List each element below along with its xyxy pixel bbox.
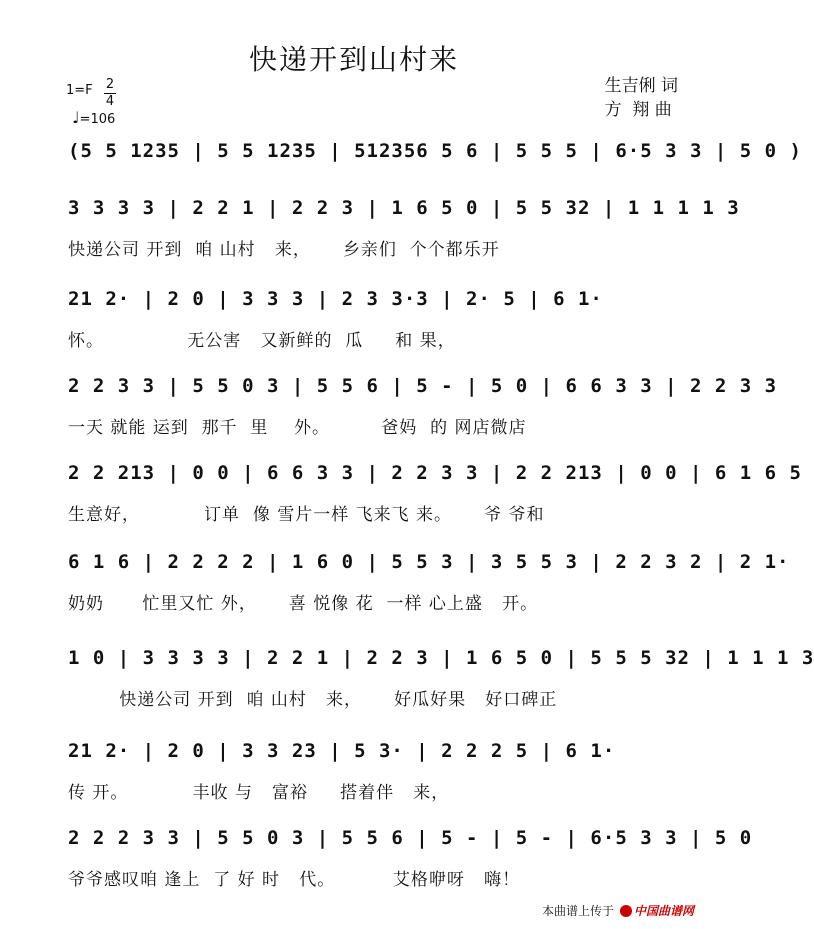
notation-line: (5 5 1235 | 5 5 1235 | 512356 5 6 | 5 5 5 | 6·5 3 3 | 5 0 ) <box>68 140 802 162</box>
notation-line: 3 3 3 3 | 2 2 1 | 2 2 3 | 1 6 5 0 | 5 5 32 | 1 1 1 1 3 <box>68 197 740 219</box>
time-signature <box>104 78 116 109</box>
lyrics-line: 一天 就能 运到 那千 里 外。 爸妈 的 网店微店 <box>68 418 527 438</box>
time-top: 2 <box>105 77 115 92</box>
notation-line: 21 2· | 2 0 | 3 3 3 | 2 3 3·3 | 2· 5 | 6 1· <box>68 288 603 310</box>
lyricist-credit: 生吉俐 词 <box>604 76 678 96</box>
site-logo-icon <box>620 905 632 917</box>
upload-caption: 本曲谱上传于 <box>541 904 614 918</box>
tempo-value: =106 <box>79 112 116 127</box>
lyrics-line: 生意好， 订单 像 雪片一样 飞来飞 来。 爷 爷和 <box>68 505 545 525</box>
tempo-marking <box>72 108 116 127</box>
notation-line: 2 2 3 3 | 5 5 0 3 | 5 5 6 | 5 - | 5 0 | 6 6 3 3 | 2 2 3 3 <box>68 375 778 397</box>
song-title: 快递开到山村来 <box>248 43 459 76</box>
footer <box>542 902 694 919</box>
time-bottom: 4 <box>105 94 115 109</box>
quarter-note-icon: ♩ <box>72 108 80 127</box>
composer-credit: 方 翔 曲 <box>604 100 672 120</box>
credits <box>605 74 678 122</box>
lyrics-line: 传 开。 丰收 与 富裕 搭着伴 来， <box>68 783 450 803</box>
notation-line: 1 0 | 3 3 3 3 | 2 2 1 | 2 2 3 | 1 6 5 0 | 5 5 5 32 | 1 1 1 3 <box>68 647 814 669</box>
lyrics-line: 爷爷感叹咱 逢上 了 好 时 代。 艾格咿呀 嗨！ <box>68 870 521 890</box>
notation-line: 2 2 213 | 0 0 | 6 6 3 3 | 2 2 3 3 | 2 2 213 | 0 0 | 6 1 6 5 <box>68 462 802 484</box>
notation-line: 21 2· | 2 0 | 3 3 23 | 5 3· | 2 2 2 5 | 6 1· <box>68 740 616 762</box>
lyrics-line: 奶奶 忙里又忙 外， 喜 悦像 花 一样 心上盛 开。 <box>68 594 539 614</box>
lyrics-line: 怀。 无公害 又新鲜的 瓜 和 果， <box>68 331 456 351</box>
site-name: 中国曲谱网 <box>633 904 694 918</box>
lyrics-line: 快递公司 开到 咱 山村 来， 乡亲们 个个都乐开 <box>68 240 500 260</box>
key-signature: 1=F <box>66 83 93 98</box>
notation-line: 2 2 2 3 3 | 5 5 0 3 | 5 5 6 | 5 - | 5 - | 6·5 3 3 | 5 0 <box>68 827 753 849</box>
lyrics-line: 快递公司 开到 咱 山村 来， 好瓜好果 好口碑正 <box>68 690 558 710</box>
site-logo[interactable] <box>620 902 694 919</box>
notation-line: 6 1 6 | 2 2 2 2 | 1 6 0 | 5 5 3 | 3 5 5 3 | 2 2 3 2 | 2 1· <box>68 551 790 573</box>
